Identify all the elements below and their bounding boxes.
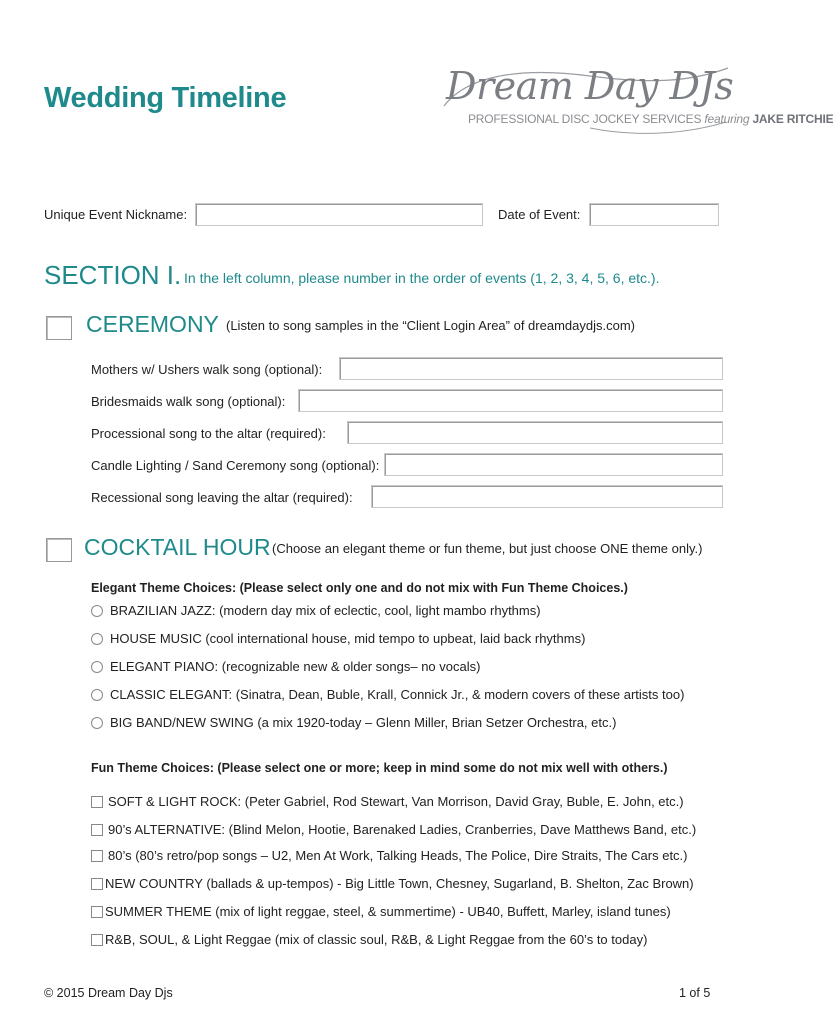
- radio-icon[interactable]: [91, 717, 103, 729]
- recessional-song-field[interactable]: [371, 485, 723, 508]
- elegant-option[interactable]: [91, 659, 480, 674]
- elegant-option[interactable]: [91, 603, 541, 618]
- ceremony-order-box[interactable]: [46, 316, 72, 340]
- cocktail-order-box[interactable]: [46, 538, 72, 562]
- radio-icon[interactable]: [91, 605, 103, 617]
- elegant-option[interactable]: [91, 631, 585, 646]
- logo-tagline-text: PROFESSIONAL DISC JOCKEY SERVICES: [468, 112, 702, 126]
- fun-theme-heading: Fun Theme Choices: (Please select one or more; keep in mind some do not mix well with others.): [91, 761, 668, 775]
- logo-wordmark: Dream Day DJs: [446, 64, 734, 108]
- candle-lighting-song-field[interactable]: [384, 453, 723, 476]
- ceremony-note: (Listen to song samples in the “Client Login Area” of dreamdaydjs.com): [226, 318, 635, 333]
- logo-name: JAKE RITCHIE: [752, 112, 833, 126]
- ceremony-field-label: Candle Lighting / Sand Ceremony song (optional):: [91, 458, 380, 473]
- checkbox-icon[interactable]: [91, 850, 103, 862]
- option-label: R&B, SOUL, & Light Reggae (mix of classic soul, R&B, & Light Reggae from the 60’s to today): [105, 932, 648, 947]
- radio-icon[interactable]: [91, 689, 103, 701]
- bridesmaids-song-field[interactable]: [298, 389, 723, 412]
- option-label: CLASSIC ELEGANT: (Sinatra, Dean, Buble, Krall, Connick Jr., & modern covers of these artists too): [110, 687, 685, 702]
- radio-icon[interactable]: [91, 633, 103, 645]
- fun-option[interactable]: [91, 904, 671, 919]
- option-label: HOUSE MUSIC (cool international house, mid tempo to upbeat, laid back rhythms): [110, 631, 586, 646]
- section-instruction: In the left column, please number in the order of events (1, 2, 3, 4, 5, 6, etc.).: [184, 270, 660, 286]
- ceremony-field-label: Bridesmaids walk song (optional):: [91, 394, 286, 409]
- option-label: ELEGANT PIANO: (recognizable new & older songs– no vocals): [110, 659, 481, 674]
- ceremony-field-label: Recessional song leaving the altar (required):: [91, 490, 353, 505]
- option-label: SUMMER THEME (mix of light reggae, steel, & summertime) - UB40, Buffett, Marley, island tunes): [105, 904, 671, 919]
- fun-option[interactable]: [91, 848, 688, 863]
- option-label: BIG BAND/NEW SWING (a mix 1920-today – Glenn Miller, Brian Setzer Orchestra, etc.): [110, 715, 617, 730]
- logo-featuring: featuring: [704, 112, 750, 126]
- section-heading: SECTION I.: [44, 260, 182, 290]
- option-label: SOFT & LIGHT ROCK: (Peter Gabriel, Rod Stewart, Van Morrison, David Gray, Buble, E. John, etc.): [108, 794, 684, 809]
- checkbox-icon[interactable]: [91, 796, 103, 808]
- event-nickname-field[interactable]: [195, 203, 483, 226]
- page-title: Wedding Timeline: [44, 82, 287, 114]
- fun-option[interactable]: [91, 932, 647, 947]
- fun-option[interactable]: [91, 822, 696, 837]
- option-label: NEW COUNTRY (ballads & up-tempos) - Big Little Town, Chesney, Sugarland, B. Shelton, Zac Brown): [105, 876, 694, 891]
- logo-tagline: [468, 112, 833, 126]
- elegant-option[interactable]: [91, 687, 684, 702]
- event-nickname-label: Unique Event Nickname:: [44, 207, 188, 222]
- ceremony-heading: CEREMONY: [86, 311, 219, 337]
- cocktail-note: (Choose an elegant theme or fun theme, but just choose ONE theme only.): [272, 541, 703, 556]
- checkbox-icon[interactable]: [91, 824, 103, 836]
- cocktail-heading: COCKTAIL HOUR: [84, 534, 271, 560]
- option-label: 80’s (80’s retro/pop songs – U2, Men At Work, Talking Heads, The Police, Dire Straits, The Cars etc.): [108, 848, 688, 863]
- processional-song-field[interactable]: [347, 421, 723, 444]
- ceremony-field-label: Mothers w/ Ushers walk song (optional):: [91, 362, 323, 377]
- ceremony-field-label: Processional song to the altar (required):: [91, 426, 326, 441]
- elegant-option[interactable]: [91, 715, 616, 730]
- footer-page-number: 1 of 5: [679, 986, 711, 1000]
- fun-option[interactable]: [91, 876, 694, 891]
- checkbox-icon[interactable]: [91, 934, 103, 946]
- footer-copyright: © 2015 Dream Day Djs: [44, 986, 173, 1000]
- fun-option[interactable]: [91, 794, 684, 809]
- radio-icon[interactable]: [91, 661, 103, 673]
- checkbox-icon[interactable]: [91, 906, 103, 918]
- event-date-field[interactable]: [589, 203, 719, 226]
- option-label: 90’s ALTERNATIVE: (Blind Melon, Hootie, Barenaked Ladies, Cranberries, Dave Matthews Band, etc.): [108, 822, 697, 837]
- option-label: BRAZILIAN JAZZ: (modern day mix of eclectic, cool, light mambo rhythms): [110, 603, 541, 618]
- elegant-theme-heading: Elegant Theme Choices: (Please select only one and do not mix with Fun Theme Choices.): [91, 581, 628, 595]
- checkbox-icon[interactable]: [91, 878, 103, 890]
- event-date-label: Date of Event:: [498, 207, 581, 222]
- mothers-ushers-song-field[interactable]: [339, 357, 723, 380]
